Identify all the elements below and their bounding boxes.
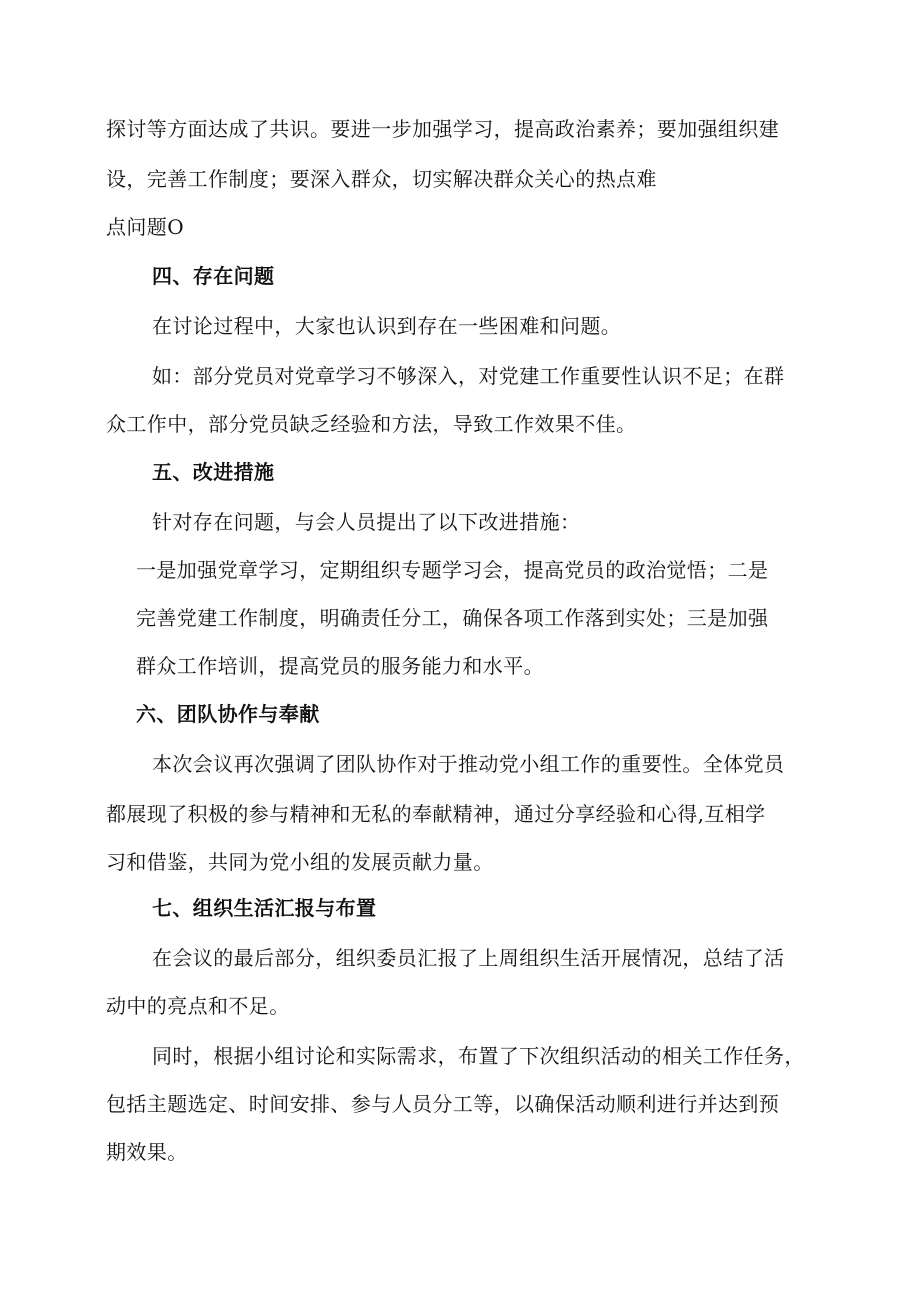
intro-line: 点问题O [106, 215, 184, 239]
section-heading-teamwork: 六、团队协作与奉献 [136, 702, 320, 726]
paragraph-line: 都展现了积极的参与精神和无私的奉献精神，通过分享经验和心得,互相学 [106, 802, 766, 826]
paragraph-line: 众工作中，部分党员缺乏经验和方法，导致工作效果不佳。 [106, 412, 637, 436]
paragraph-line: 习和借鉴，共同为党小组的发展贡献力量。 [106, 850, 494, 874]
section-heading-report: 七、组织生活汇报与布置 [152, 896, 377, 920]
paragraph-line: 群众工作培训，提高党员的服务能力和水平。 [136, 654, 544, 678]
paragraph-line: 本次会议再次强调了团队协作对于推动党小组工作的重要性。全体党员 [152, 752, 785, 776]
section-heading-improvements: 五、改进措施 [152, 460, 275, 484]
paragraph-line: 在会议的最后部分，组织委员汇报了上周组织生活开展情况，总结了活 [152, 946, 785, 970]
paragraph-line: 在讨论过程中，大家也认识到存在一些困难和问题。 [152, 314, 622, 338]
intro-line: 设，完善工作制度；要深入群众，切实解决群众关心的热点难 [106, 167, 657, 191]
paragraph-line: 一是加强党章学习，定期组织专题学习会，提高党员的政治觉悟；二是 [136, 558, 769, 582]
paragraph-line: 期效果。 [106, 1140, 188, 1164]
section-heading-problems: 四、存在问题 [152, 264, 275, 288]
paragraph-line: 如：部分党员对党章学习不够深入，对党建工作重要性认识不足；在群 [152, 364, 785, 388]
paragraph-line: 完善党建工作制度，明确责任分工，确保各项工作落到实处；三是加强 [136, 606, 769, 630]
paragraph-line: 针对存在问题，与会人员提出了以下改进措施： [152, 510, 581, 534]
paragraph-line: 同时，根据小组讨论和实际需求，布置了下次组织活动的相关工作任务， [152, 1044, 805, 1068]
paragraph-line: 动中的亮点和不足。 [106, 994, 290, 1018]
intro-line: 探讨等方面达成了共识。要进一步加强学习，提高政治素养；要加强组织建 [106, 117, 780, 141]
paragraph-line: 包括主题选定、时间安排、参与人员分工等，以确保活动顺利进行并达到预 [106, 1092, 780, 1116]
